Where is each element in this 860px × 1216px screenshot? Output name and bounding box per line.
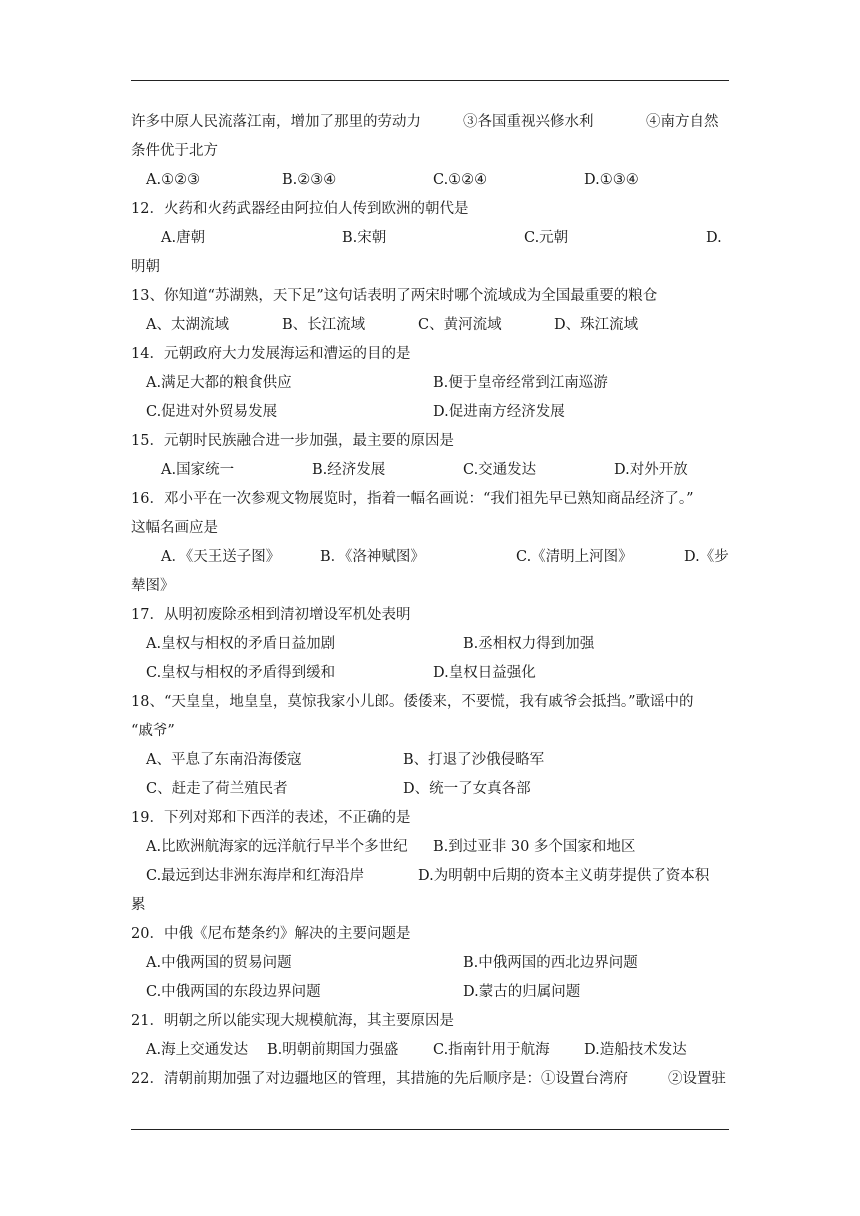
q11-statement-4: ④南方自然 xyxy=(646,114,719,130)
q11-option-a: A.①②③ xyxy=(146,172,201,188)
q15-option-a: A.国家统一 xyxy=(161,462,235,478)
footer-rule xyxy=(131,1129,729,1130)
q19-option-c: C.最远到达非洲东海岸和红海沿岸 xyxy=(146,868,365,884)
q12-option-d: D. xyxy=(706,230,722,246)
q13-stem: 13、你知道“苏湖熟，天下足”这句话表明了两宋时哪个流域成为全国最重要的粮仓 xyxy=(131,288,658,304)
q14-option-a: A.满足大都的粮食供应 xyxy=(146,375,292,391)
q11-option-d: D.①③④ xyxy=(584,172,639,188)
q11-option-b: B.②③④ xyxy=(282,172,337,188)
q16-option-c: C.《清明上河图》 xyxy=(516,549,633,565)
q13-option-b: B、长江流域 xyxy=(282,317,366,333)
q19-option-a: A.比欧洲航海家的远洋航行早半个多世纪 xyxy=(146,839,408,855)
q20-option-c: C.中俄两国的东段边界问题 xyxy=(146,984,321,1000)
header-rule xyxy=(131,80,729,81)
q12-option-a: A.唐朝 xyxy=(161,230,206,246)
q11-option-c: C.①②④ xyxy=(433,172,488,188)
q22-stem: 22．清朝前期加强了对边疆地区的管理，其措施的先后顺序是：①设置台湾府 xyxy=(131,1071,628,1087)
q16-stem-line2: 这幅名画应是 xyxy=(131,520,218,536)
q12-stem: 12．火药和火药武器经由阿拉伯人传到欧洲的朝代是 xyxy=(131,201,469,217)
q18-option-c: C、赶走了荷兰殖民者 xyxy=(146,781,288,797)
q17-option-c: C.皇权与相权的矛盾得到缓和 xyxy=(146,665,336,681)
q20-option-a: A.中俄两国的贸易问题 xyxy=(146,955,292,971)
q21-stem: 21．明朝之所以能实现大规模航海，其主要原因是 xyxy=(131,1013,454,1029)
q16-option-d: D.《步 xyxy=(684,549,729,565)
q15-option-b: B.经济发展 xyxy=(312,462,386,478)
q14-stem: 14．元朝政府大力发展海运和漕运的目的是 xyxy=(131,346,411,362)
q19-stem: 19．下列对郑和下西洋的表述，不正确的是 xyxy=(131,810,411,826)
q20-option-b: B.中俄两国的西北边界问题 xyxy=(463,955,638,971)
q19-option-b: B.到过亚非 30 多个国家和地区 xyxy=(433,839,636,855)
q14-option-b: B.便于皇帝经常到江南巡游 xyxy=(433,375,608,391)
q20-option-d: D.蒙古的归属问题 xyxy=(463,984,581,1000)
q18-option-a: A、平息了东南沿海倭寇 xyxy=(146,752,302,768)
q12-option-b: B.宋朝 xyxy=(342,230,387,246)
q17-option-b: B.丞相权力得到加强 xyxy=(463,636,595,652)
q14-option-c: C.促进对外贸易发展 xyxy=(146,404,278,420)
q17-option-a: A.皇权与相权的矛盾日益加剧 xyxy=(146,636,336,652)
q16-stem: 16．邓小平在一次参观文物展览时，指着一幅名画说：“我们祖先早已熟知商品经济了。” xyxy=(131,491,694,507)
q13-option-d: D、珠江流域 xyxy=(554,317,639,333)
q15-option-d: D.对外开放 xyxy=(614,462,688,478)
q17-option-d: D.皇权日益强化 xyxy=(433,665,536,681)
q21-option-b: B.明朝前期国力强盛 xyxy=(267,1042,399,1058)
q11-cont-line2: 条件优于北方 xyxy=(131,143,218,159)
q22-statement-2: ②设置驻 xyxy=(668,1071,726,1087)
q19-option-d: D.为明朝中后期的资本主义萌芽提供了资本积 xyxy=(418,868,710,884)
q15-stem: 15．元朝时民族融合进一步加强，最主要的原因是 xyxy=(131,433,454,449)
q21-option-d: D.造船技术发达 xyxy=(584,1042,687,1058)
q13-option-a: A、太湖流域 xyxy=(146,317,229,333)
q14-option-d: D.促进南方经济发展 xyxy=(433,404,565,420)
q16-option-a: A．《天王送子图》 xyxy=(161,549,281,565)
q15-option-c: C.交通发达 xyxy=(463,462,537,478)
q13-option-c: C、黄河流域 xyxy=(418,317,502,333)
q16-option-d-wrap: 辇图》 xyxy=(131,578,175,594)
q19-option-d-wrap: 累 xyxy=(131,897,146,913)
q11-statement-3: ③各国重视兴修水利 xyxy=(463,114,594,130)
q21-option-c: C.指南针用于航海 xyxy=(433,1042,550,1058)
q17-stem: 17．从明初废除丞相到清初增设军机处表明 xyxy=(131,607,411,623)
q12-option-c: C.元朝 xyxy=(524,230,569,246)
q18-stem: 18、“天皇皇，地皇皇，莫惊我家小儿郎。倭倭来，不要慌，我有戚爷会抵挡。”歌谣中的 xyxy=(131,694,694,710)
q12-option-d-wrap: 明朝 xyxy=(131,259,160,275)
q16-option-b: B．《洛神赋图》 xyxy=(320,549,425,565)
q18-option-d: D、统一了女真各部 xyxy=(403,781,531,797)
q20-stem: 20．中俄《尼布楚条约》解决的主要问题是 xyxy=(131,926,411,942)
q18-option-b: B、打退了沙俄侵略军 xyxy=(403,752,545,768)
q11-cont-line1: 许多中原人民流落江南，增加了那里的劳动力 xyxy=(131,114,421,130)
q18-stem-line2: “戚爷” xyxy=(131,723,175,739)
q21-option-a: A.海上交通发达 xyxy=(146,1042,249,1058)
